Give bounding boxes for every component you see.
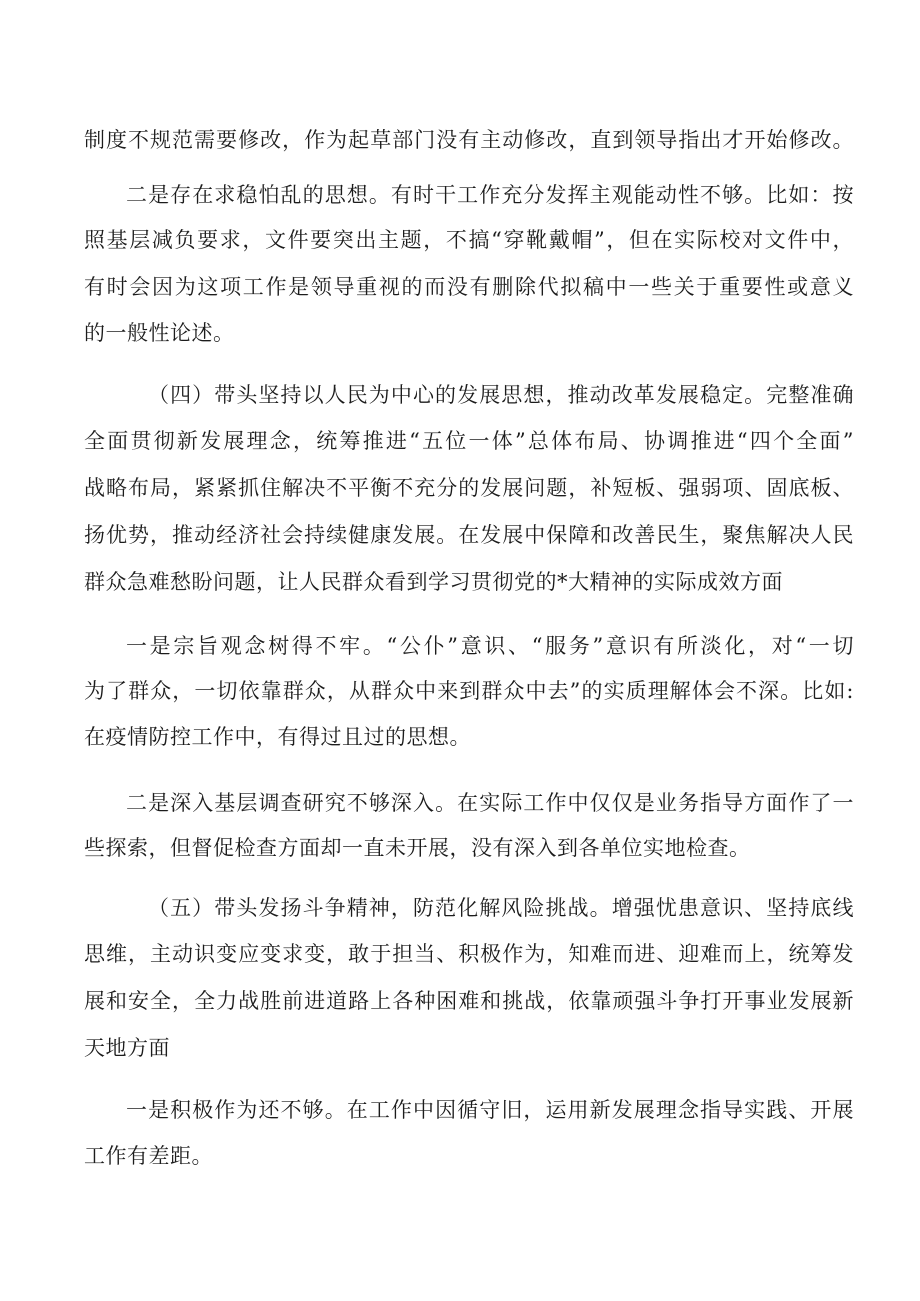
text-line: 群众急难愁盼问题，让人民群众看到学习贯彻党的*大精神的实际成效方面 [84,570,783,594]
text-line: 照基层减负要求，文件要突出主题，不搞“穿靴戴帽”，但在实际校对文件中， [84,228,854,252]
text-line: 展和安全，全力战胜前进道路上各种困难和挑战，依靠顽强斗争打开事业发展新 [84,989,854,1013]
text-line: 制度不规范需要修改，作为起草部门没有主动修改，直到领导指出才开始修改。 [84,128,854,152]
text-line: 为了群众，一切依靠群众，从群众中来到群众中去”的实质理解体会不深。比如: [84,679,854,703]
text-line: 战略布局，紧紧抓住解决不平衡不充分的发展问题，补短板、强弱项、固底板、 [84,476,854,500]
text-line: 扬优势，推动经济社会持续健康发展。在发展中保障和改善民生，聚焦解决人民 [84,523,854,547]
text-line: 些探索，但督促检查方面却一直未开展，没有深入到各单位实地检查。 [84,836,751,860]
text-line: 天地方面 [84,1036,170,1060]
section-heading-line: （五）带头发扬斗争精神，防范化解风险挑战。增强忧患意识、坚持底线 [148,896,854,920]
text-line: 一是积极作为还不够。在工作中因循守旧，运用新发展理念指导实践、开展 [126,1098,854,1122]
text-line: 有时会因为这项工作是领导重视的而没有删除代拟稿中一些关于重要性或意义 [84,275,854,299]
text-line: 工作有差距。 [84,1144,213,1168]
section-heading-line: （四）带头坚持以人民为中心的发展思想，推动改革发展稳定。完整准确 [148,383,854,407]
text-line: 思维，主动识变应变求变，敢于担当、积极作为，知难而进、迎难而上，统筹发 [84,942,854,966]
text-line: 二是深入基层调查研究不够深入。在实际工作中仅仅是业务指导方面作了一 [126,791,854,815]
text-line: 二是存在求稳怕乱的思想。有时干工作充分发挥主观能动性不够。比如：按 [126,183,854,207]
text-line: 全面贯彻新发展理念，统筹推进“五位一体”总体布局、协调推进“四个全面” [84,429,854,453]
text-line: 的一般性论述。 [84,321,235,345]
text-line: 一是宗旨观念树得不牢。“公仆”意识、“服务”意识有所淡化，对“一切 [126,634,854,658]
text-line: 在疫情防控工作中，有得过且过的思想。 [84,725,471,749]
